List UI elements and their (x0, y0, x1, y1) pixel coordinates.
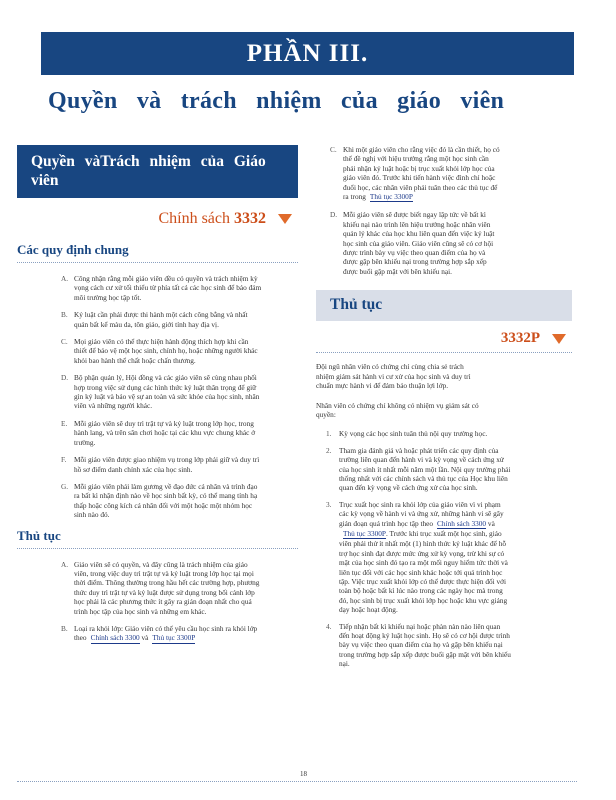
intro-text: Đội ngũ nhân viên có chứng chỉ cùng chia sẻ trách nhiệm giám sát hành vi cư xử của học sinh và duy trì chuẩn mực hành vi để đảm bảo thuận lợi lớp. (316, 362, 471, 391)
procedure-box-title: Thủ tục (316, 290, 572, 321)
divider (316, 352, 572, 353)
list-item: C. Mọi giáo viên có thể thực hiện hành động thích hợp khi cần thiết để bảo vệ một học sinh, chính họ, hoặc những người khác khỏi bao hành thể chất hoặc chấn thương. (61, 337, 258, 365)
footer-divider (17, 781, 577, 782)
list-item: B. Kỷ luật cần phải được thi hành một cách công bằng và nhất quán bất kể màu da, tôn giáo, giới tính hay địa vị. (61, 310, 248, 329)
list-item: D. Mỗi giáo viên sẽ được biết ngay lập tức về bất kì khiếu nại nào trình lên hiệu trưởng hoặc nhân viên quản lý khác của học khu liên quan đến việc kỷ luật học sinh của giáo viên. Giáo viên cũng sẽ có cơ hội được trình bày vụ việc theo quan điểm của họ và được gặp bên khiếu nại trong trường hợp sắp xếp được buổi gặp mặt với bên khiếu nại. (330, 210, 495, 276)
list-item: 1. Kỳ vọng các học sinh tuân thủ nội quy trường học. (326, 429, 488, 439)
numbered-list (316, 429, 511, 668)
general-list (17, 274, 263, 520)
list-item: 3. Trục xuất học sinh ra khỏi lớp của giáo viên vì vi phạm các kỳ vọng về hành vi và ứng xử, những hành vi sẽ gây gián đoạn quá trình học tập theo Chính sách 3300 vàThủ tục 3300P. Trước khi trục xuất một học sinh, giáo viên phải thử ít nhất một (1) hình thức kỷ luật khác để hỗ trợ học sinh đạt được mức ứng xử kỳ vọng, trừ khi sự có mặt của học sinh đó tạo ra một mối nguy hiểm tức thời và liên tục đối với các học sinh khác hoặc tới quá trình học tập. Việc trục xuất khỏi lớp có thể được thực hiện đối với toàn bộ hoặc bất kì lúc nào trong các ngày học mà trong đó, học sinh bị trục xuất khỏi lớp học hoặc khu vực giảng dạy hoặc hoạt động. (326, 499, 508, 615)
list-item: B. Loại ra khỏi lớp: Giáo viên có thể yêu cầu học sinh ra khỏi lớp theo Chính sách 3300 và Thủ tục 3300P (61, 623, 258, 643)
policy-reference (17, 210, 292, 228)
general-heading: Các quy định chung (17, 242, 298, 263)
list-item: F. Mỗi giáo viên được giao nhiệm vụ trong lớp phải giữ và duy trì hồ sơ điểm danh chính xác của học sinh. (61, 455, 260, 474)
list-item: A. Giáo viên sẽ có quyền, và đây cũng là trách nhiệm của giáo viên, trong việc duy trì trật tự và kỷ luật trong lớp học tại mọi thời điểm. Thông thường trong hầu hết các trường hợp, phương thức duy trì trật tự và kỷ luật được sử dụng trong bối cảnh lớp học phải là các phương thức ít gây ra gián đoạn nhất cho quá trình học tập của học sinh và những em khác. (61, 559, 260, 616)
list-item: 4. Tiếp nhận bất kì khiếu nại hoặc phàn nàn nào liên quan đến hoạt động kỷ luật học sinh. Họ sẽ có cơ hội được trình bày vụ việc theo quan điểm của họ và gặp bên khiếu nại trong trường hợp sắp xếp được buổi gặp mặt với bên khiếu nại. (326, 621, 511, 669)
procedure-number: 3332P (316, 330, 566, 347)
triangle-down-icon (278, 214, 292, 224)
procedure-list (17, 560, 263, 644)
list-item: C. Khi một giáo viên cho rằng việc đó là cần thiết, họ có thể đề nghị với hiệu trưởng rằng một học sinh cần phải nhận kỷ luật hoặc bị trục xuất khỏi lớp học của giáo viên đó. Trước khi tiến hành việc đình chỉ hoặc đuổi học, các nhân viên phải tuân theo các thủ tục để ra trong Thủ tục 3300P (330, 145, 500, 202)
triangle-down-icon (552, 334, 566, 344)
list-item: A. Công nhận rằng mỗi giáo viên đều có quyền và trách nhiệm kỳ vọng cách cư xử tối thiểu từ phía tất cả các học sinh để bảo đảm môi trường học tập tốt. (61, 274, 262, 302)
procedure-heading: Thủ tục (17, 528, 298, 549)
procedure-3300p-link[interactable]: Thủ tục 3300P (369, 192, 413, 202)
section-banner: PHẦN III. (41, 32, 574, 75)
list-item: 2. Tham gia đánh giá và hoặc phát triển các quy định của trường liên quan đến hành vi và kỳ vọng về cách ứng xử của học sinh ít nhất mỗi năm một lần. Nội quy trường phải thống nhất với các chính sách và thủ tục của Học khu liên quan đến kỳ vọng về cách ứng xử của học sinh. (326, 445, 511, 493)
page-number: 18 (300, 770, 307, 778)
left-column (17, 145, 298, 652)
policy-3300-link[interactable]: Chính sách 3300 (90, 633, 140, 643)
list-item: E. Mỗi giáo viên sẽ duy trì trật tự và kỷ luật trong lớp học, trong hành lang, và trên sân chơi hoặc tại các khu vực chung khác ở trường. (61, 418, 256, 447)
intro-text-2: Nhân viên có chứng chỉ không có nhiệm vụ giám sát có quyền: (316, 400, 479, 419)
procedure-3300p-link[interactable]: Thủ tục 3300P (152, 633, 196, 643)
procedure-3300p-link[interactable]: Thủ tục 3300P (343, 528, 386, 538)
section-box-title: Quyền vàTrách nhiệm của Giáo viên (17, 145, 298, 198)
list-item: G. Mỗi giáo viên phải làm gương về đạo đức cá nhân và trình đạo ra bất kì nhận định nào về học sinh bất kỳ, có thể mang tính hạ thấp hoặc công kích cá nhân đối với một hoặc một nhóm học sinh nào đó. (61, 481, 258, 520)
right-column (316, 145, 572, 676)
policy-number: 3332 (234, 210, 266, 227)
policy-3300-link[interactable]: Chính sách 3300 (437, 518, 487, 528)
list-item: D. Bộ phận quản lý, Hội đồng và các giáo viên sẽ cùng nhau phối hợp trong việc sử dụng các hình thức kỷ luật thân trọng để giữ gìn kỷ luật và bảo vệ sự an toàn và sức khỏe của học sinh, nhân viên và những người khác. (61, 373, 260, 411)
continued-list (316, 145, 500, 276)
policy-label: Chính sách (158, 210, 230, 227)
page-title: Quyền và trách nhiệm của giáo viên (48, 88, 505, 114)
